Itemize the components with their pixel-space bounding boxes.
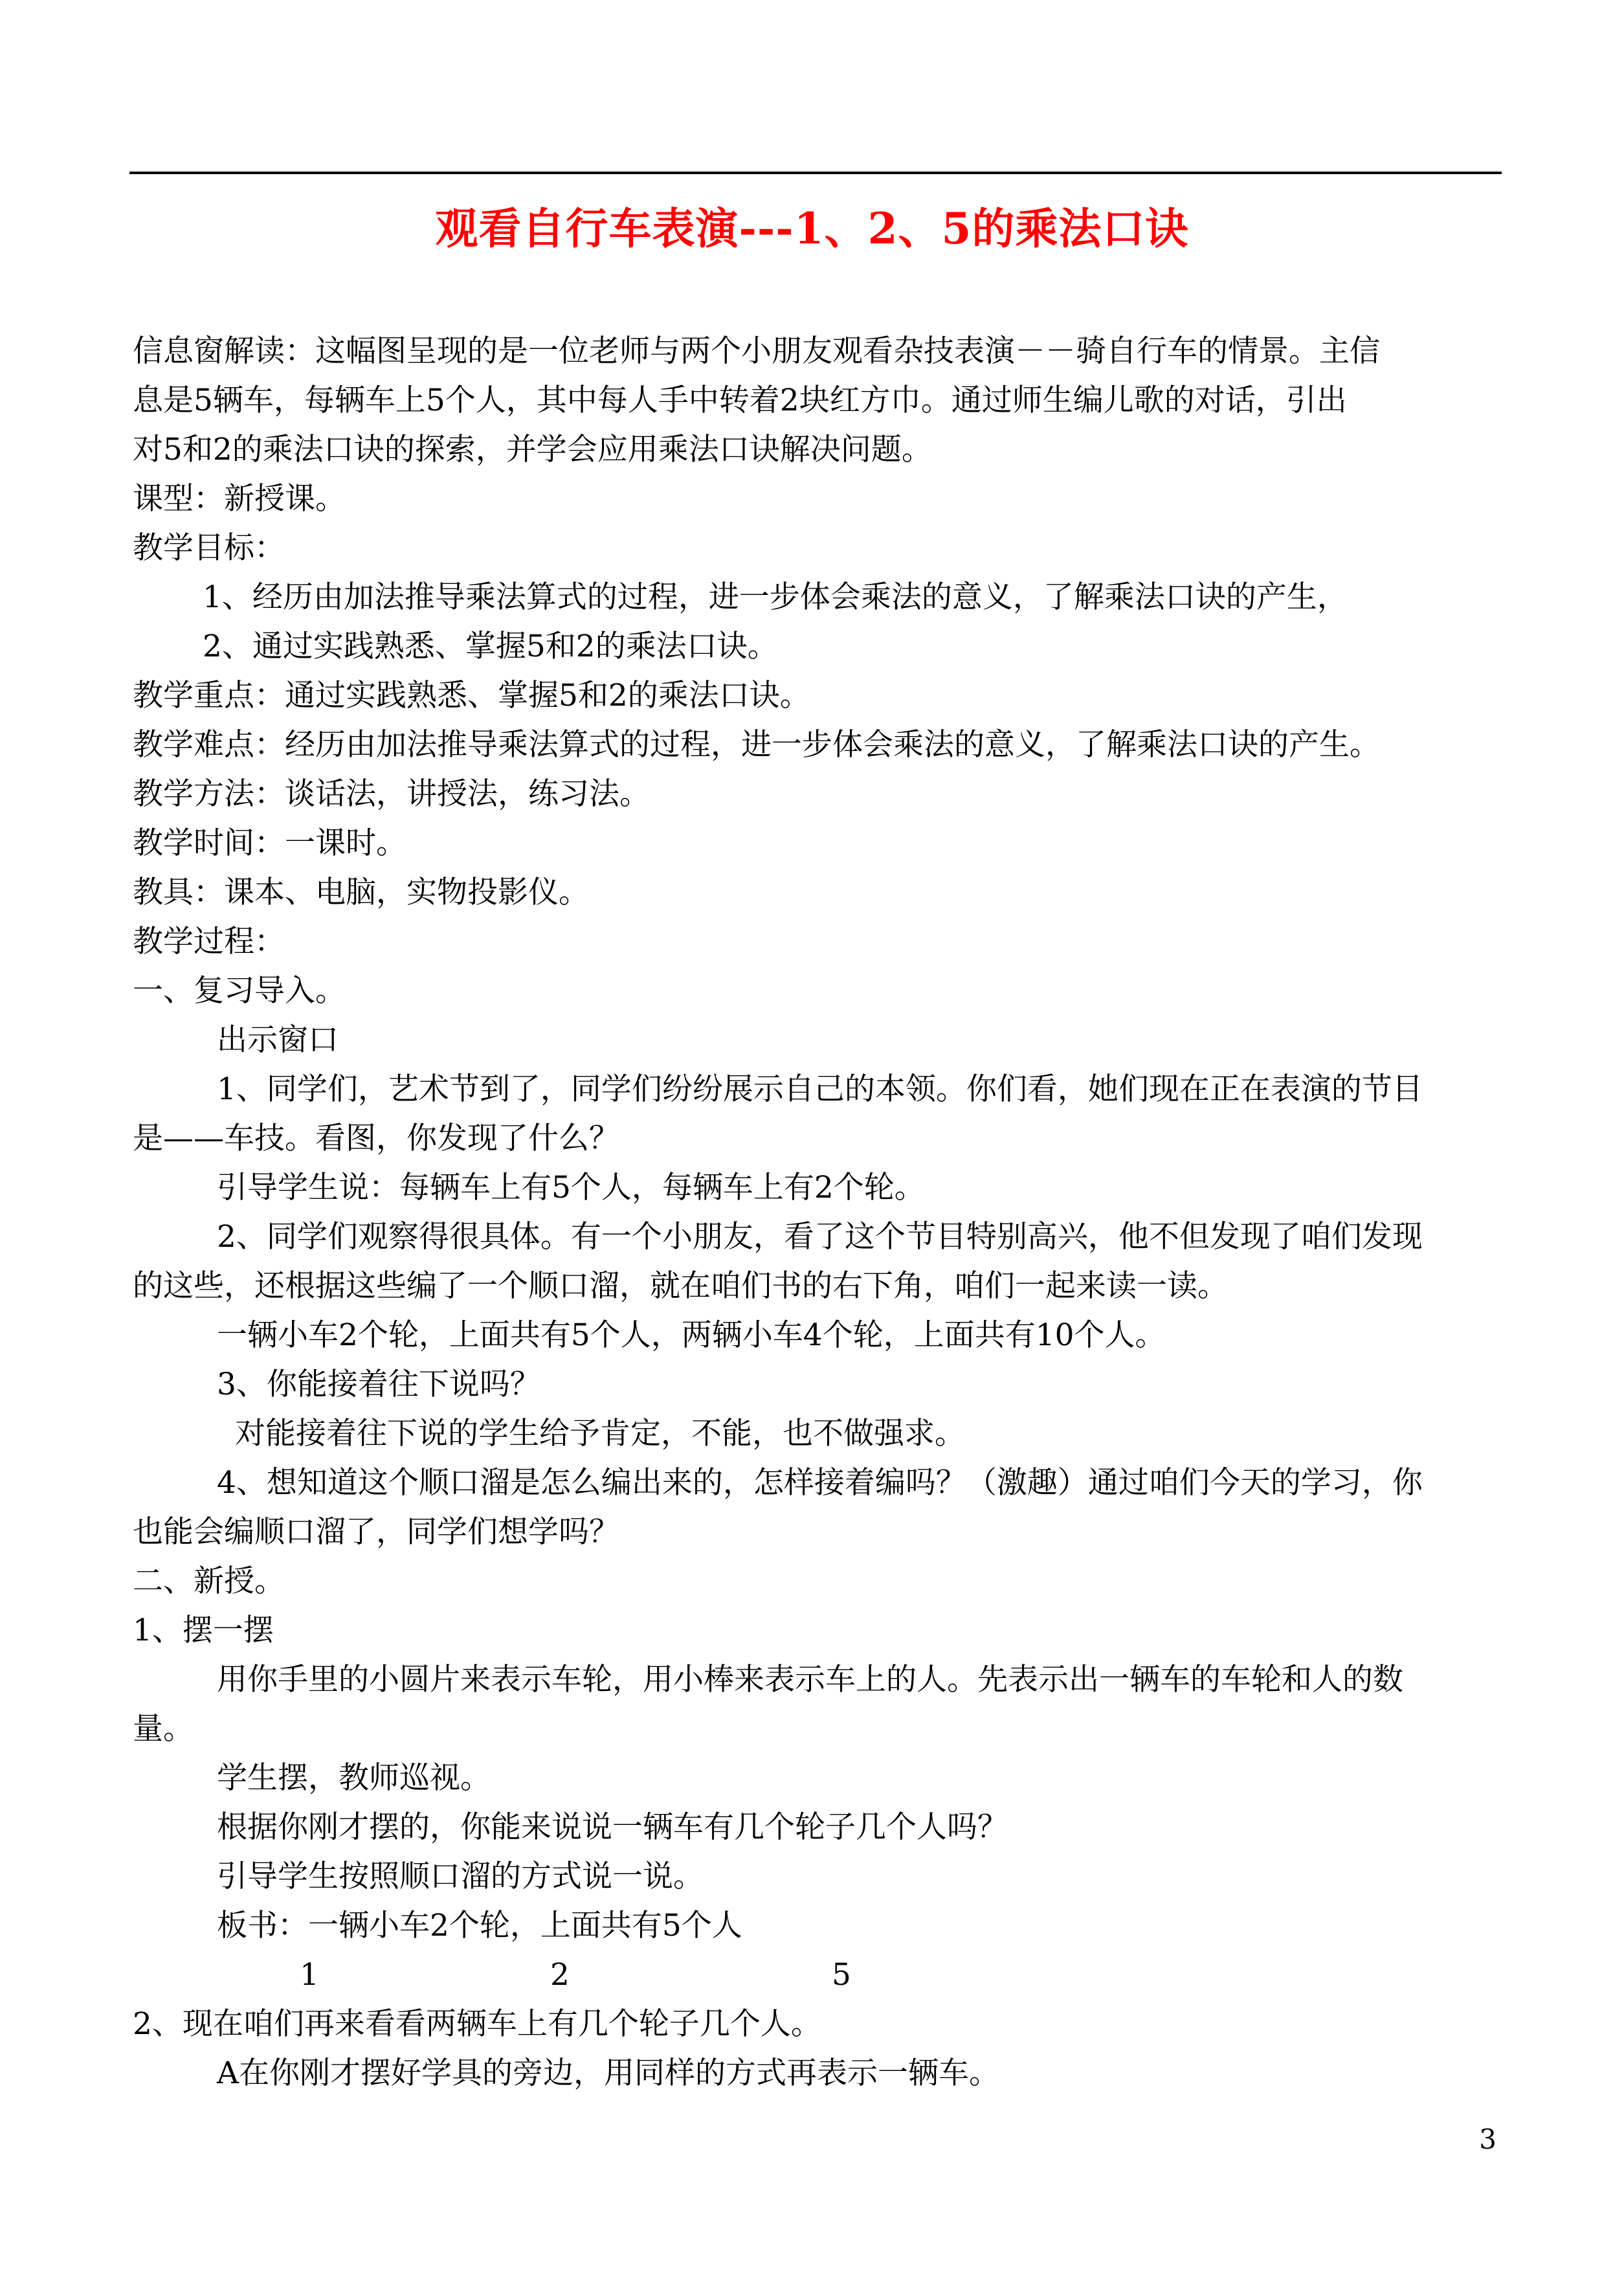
text-line: 教学目标： [133,530,285,566]
number-row-item: 2 [550,1957,570,1993]
text-line: 是——车技。看图，你发现了什么？ [133,1121,619,1156]
text-line: 出示窗口 [217,1022,339,1058]
text-line: 学生摆，教师巡视。 [217,1760,491,1796]
text-line: 2、现在咱们再来看看两辆车上有几个轮子几个人。 [133,2006,821,2042]
text-line: 教学时间：一课时。 [133,825,406,861]
text-line: 板书：一辆小车2个轮，上面共有5个人 [217,1908,742,1943]
text-line: 教学重点：通过实践熟悉、掌握5和2的乘法口诀。 [133,678,810,713]
text-block-after [133,2000,1505,2098]
text-line: 的这些，还根据这些编了一个顺口溜，就在咱们书的右下角，咱们一起来读一读。 [133,1268,1228,1304]
text-line: 引导学生按照顺口溜的方式说一说。 [217,1859,704,1894]
text-line: 3、你能接着往下说吗？ [217,1367,540,1402]
text-line: A在你刚才摆好学具的旁边，用同样的方式再表示一辆车。 [217,2055,999,2091]
text-line: 1、同学们，艺术节到了，同学们纷纷展示自己的本领。你们看，她们现在正在表演的节目 [217,1071,1423,1107]
text-block-main [133,327,1505,1951]
text-line: 2、同学们观察得很具体。有一个小朋友，看了这个节目特别高兴，他不但发现了咱们发现 [217,1219,1423,1255]
page-title: 观看自行车表演---1、2、5的乘法口诀 [435,203,1189,254]
text-line: 引导学生说：每辆车上有5个人，每辆车上有2个轮。 [217,1170,925,1205]
text-line: 量。 [133,1711,194,1747]
text-line: 一、复习导入。 [133,973,346,1009]
text-line: 对能接着往下说的学生给予肯定，不能，也不做强求。 [235,1416,965,1451]
text-line: 4、想知道这个顺口溜是怎么编出来的，怎样接着编吗？（激趣）通过咱们今天的学习，你 [217,1465,1423,1501]
text-line: 息是5辆车，每辆车上5个人，其中每人手中转着2块红方巾。通过师生编儿歌的对话，引出 [133,383,1347,418]
text-line: 1、摆一摆 [133,1613,274,1648]
text-line: 信息窗解读：这幅图呈现的是一位老师与两个小朋友观看杂技表演－－骑自行车的情景。主信 [133,333,1380,369]
number-row [133,1951,1505,2000]
number-row-item: 1 [300,1957,319,1993]
text-line: 教学方法：谈话法，讲授法，练习法。 [133,776,650,812]
header-rule [129,172,1502,174]
text-line: 二、新授。 [133,1563,285,1599]
text-line: 用你手里的小圆片来表示车轮，用小棒来表示车上的人。先表示出一辆车的车轮和人的数 [217,1662,1403,1697]
document-body [133,327,1505,2098]
text-line: 1、经历由加法推导乘法算式的过程，进一步体会乘法的意义，了解乘法口诀的产生， [203,579,1348,615]
text-line: 课型：新授课。 [133,481,346,517]
number-row-item: 5 [832,1957,851,1993]
text-line: 教学过程： [133,924,285,959]
text-line: 教学难点：经历由加法推导乘法算式的过程，进一步体会乘法的意义，了解乘法口诀的产生。 [133,727,1380,763]
text-line: 对5和2的乘法口诀的探索，并学会应用乘法口诀解决问题。 [133,432,932,467]
text-line: 2、通过实践熟悉、掌握5和2的乘法口诀。 [203,629,778,664]
text-line: 教具：课本、电脑，实物投影仪。 [133,875,589,910]
text-line: 一辆小车2个轮，上面共有5个人，两辆小车4个轮，上面共有10个人。 [217,1317,1166,1353]
page-number: 3 [1479,2123,1496,2155]
text-line: 也能会编顺口溜了，同学们想学吗？ [133,1514,619,1550]
text-line: 根据你刚才摆的，你能来说说一辆车有几个轮子几个人吗？ [217,1809,1008,1845]
